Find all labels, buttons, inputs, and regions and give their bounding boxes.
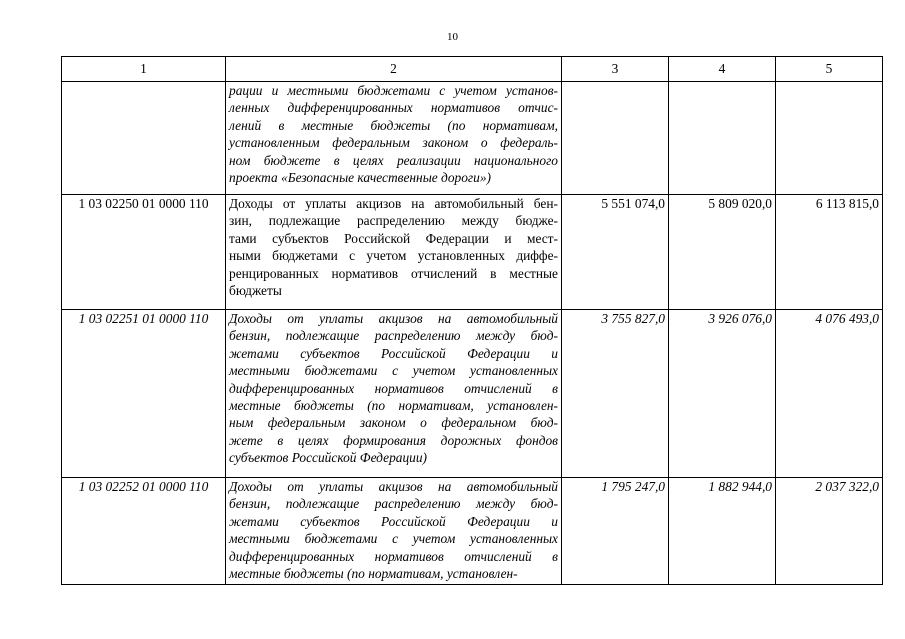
table-row	[62, 478, 883, 585]
amount-column-4: 5 809 020,0	[669, 195, 776, 310]
description-line: жете в целях формирования дорожных фондов	[229, 432, 558, 448]
description-line: Доходы от уплаты акцизов на автомобильный	[229, 479, 558, 494]
description-line: бензин, подлежащие распределению между бюд-	[229, 328, 558, 344]
description-line: ренцированных нормативов отчислений в местные	[229, 265, 558, 281]
column-header-2: 2	[226, 57, 562, 82]
description-line: проекта «Безопасные качественные дороги»)	[229, 170, 491, 186]
description-line: жетами субъектов Российской Федерации и	[229, 345, 558, 361]
amount-column-3: 3 755 827,0	[562, 310, 669, 478]
description-line: лений в местные бюджеты (по нормативам,	[229, 117, 558, 133]
description-line: Доходы от уплаты акцизов на автомобильный	[229, 311, 558, 326]
column-header-3: 3	[562, 57, 669, 82]
table-row	[62, 310, 883, 478]
description-line: ном бюджете в целях реализации национального	[229, 152, 558, 168]
description-line: зин, подлежащие распределению между бюдже-	[229, 213, 558, 229]
amount-column-5: 2 037 322,0	[776, 478, 883, 585]
amount-column-5: 4 076 493,0	[776, 310, 883, 478]
description-line: субъектов Российской Федерации)	[229, 450, 428, 466]
amount-column-4	[669, 82, 776, 195]
description-line: рации и местными бюджетами с учетом установ-	[229, 83, 558, 98]
amount-column-4: 1 882 944,0	[669, 478, 776, 585]
description-line: бензин, подлежащие распределению между бюд-	[229, 496, 558, 512]
amount-column-5: 6 113 815,0	[776, 195, 883, 310]
description-line: Доходы от уплаты акцизов на автомобильный бен-	[229, 196, 558, 211]
description-line: установленным федеральным законом о федераль-	[229, 135, 558, 151]
description-line: местными бюджетами с учетом установленных	[229, 363, 558, 379]
column-header-5: 5	[776, 57, 883, 82]
budget-classification-code	[62, 82, 226, 195]
table-row	[62, 82, 883, 195]
revenue-description	[226, 195, 562, 310]
revenue-description	[226, 82, 562, 195]
budget-classification-code: 1 03 02250 01 0000 110	[62, 195, 226, 310]
amount-column-5	[776, 82, 883, 195]
description-line: дифференцированных нормативов отчислений в	[229, 380, 558, 396]
description-line: местными бюджетами с учетом установленных	[229, 531, 558, 547]
description-line: ленных дифференцированных нормативов отчис-	[229, 100, 558, 116]
description-line: местные бюджеты (по нормативам, установлен-	[229, 398, 558, 414]
amount-column-3: 1 795 247,0	[562, 478, 669, 585]
description-line: местные бюджеты (по нормативам, установлен-	[229, 566, 518, 582]
description-line: ными бюджетами с учетом установленных диффе-	[229, 248, 558, 264]
amount-column-4: 3 926 076,0	[669, 310, 776, 478]
amount-column-3	[562, 82, 669, 195]
budget-classification-code: 1 03 02251 01 0000 110	[62, 310, 226, 478]
amount-column-3: 5 551 074,0	[562, 195, 669, 310]
description-line: дифференцированных нормативов отчислений в	[229, 548, 558, 564]
description-line: тами субъектов Российской Федерации и мест-	[229, 230, 558, 246]
table-header-row	[62, 57, 883, 82]
description-line: бюджеты	[229, 283, 282, 299]
description-line: жетами субъектов Российской Федерации и	[229, 513, 558, 529]
column-header-1: 1	[62, 57, 226, 82]
revenue-description	[226, 310, 562, 478]
budget-classification-code: 1 03 02252 01 0000 110	[62, 478, 226, 585]
column-header-4: 4	[669, 57, 776, 82]
revenue-description	[226, 478, 562, 585]
description-line: ным федеральным законом о федеральном бюд-	[229, 415, 558, 431]
table-body	[62, 82, 883, 585]
page-number: 10	[447, 31, 458, 43]
table-row	[62, 195, 883, 310]
budget-revenue-table	[61, 56, 883, 585]
